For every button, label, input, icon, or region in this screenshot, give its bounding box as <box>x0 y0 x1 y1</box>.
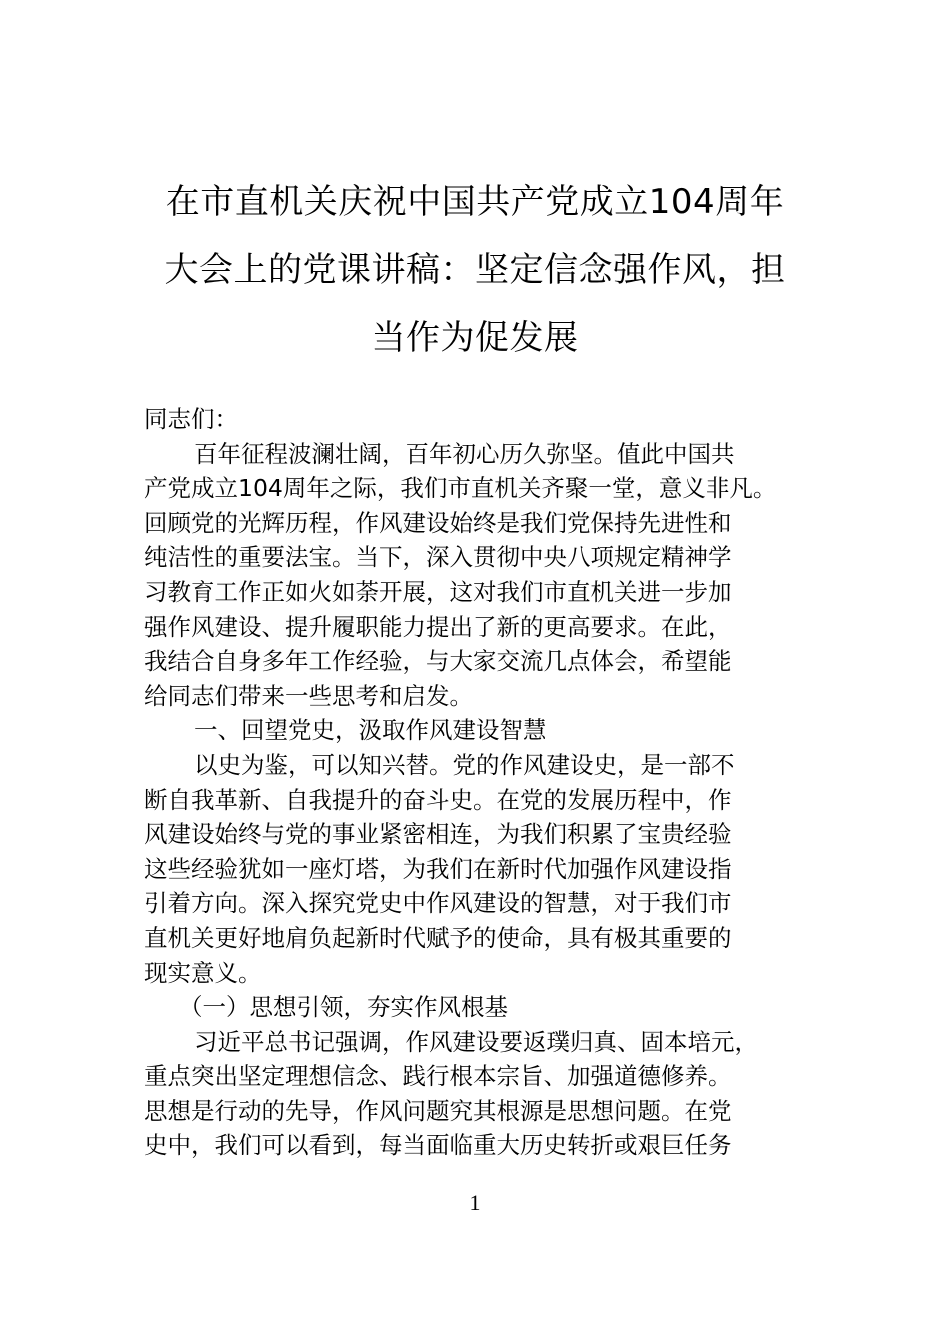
paragraph-line: 纯洁性的重要法宝。当下，深入贯彻中央八项规定精神学 <box>144 543 732 572</box>
paragraph-line: 现实意义。 <box>144 958 262 987</box>
subsection-heading: （一）思想引领，夯实作风根基 <box>179 993 508 1022</box>
paragraph-line: 直机关更好地肩负起新时代赋予的使命，具有极其重要的 <box>144 923 732 952</box>
paragraph-line: 重点突出坚定理想信念、践行根本宗旨、加强道德修养。 <box>144 1062 732 1091</box>
paragraph-line: 以史为鉴，可以知兴替。党的作风建设史，是一部不 <box>194 750 735 779</box>
title-line: 在市直机关庆祝中国共产党成立104周年 <box>165 182 785 222</box>
page-number: 1 <box>469 1190 481 1215</box>
paragraph-line: 产党成立104周年之际，我们市直机关齐聚一堂，意义非凡。 <box>144 474 777 503</box>
paragraph-line: 断自我革新、自我提升的奋斗史。在党的发展历程中，作 <box>144 785 732 814</box>
document-body <box>144 402 824 1163</box>
paragraph-line: 给同志们带来一些思考和启发。 <box>144 681 473 710</box>
title-line: 大会上的党课讲稿：坚定信念强作风，担 <box>164 250 786 290</box>
title-line: 当作为促发展 <box>371 318 579 358</box>
section-heading: 一、回望党史，汲取作风建设智慧 <box>194 716 547 745</box>
paragraph-line: 风建设始终与党的事业紧密相连，为我们积累了宝贵经验 <box>144 820 732 849</box>
document-title <box>120 168 830 372</box>
paragraph-line: 强作风建设、提升履职能力提出了新的更高要求。在此， <box>144 612 732 641</box>
paragraph-line: 思想是行动的先导，作风问题究其根源是思想问题。在党 <box>144 1096 732 1125</box>
paragraph-line: 这些经验犹如一座灯塔，为我们在新时代加强作风建设指 <box>144 854 732 883</box>
paragraph-line: 习教育工作正如火如荼开展，这对我们市直机关进一步加 <box>144 577 732 606</box>
paragraph-line: 我结合自身多年工作经验，与大家交流几点体会，希望能 <box>144 647 732 676</box>
salutation: 同志们： <box>144 405 238 433</box>
paragraph-line: 习近平总书记强调，作风建设要返璞归真、固本培元， <box>194 1027 758 1056</box>
paragraph-line: 回顾党的光辉历程，作风建设始终是我们党保持先进性和 <box>144 508 732 537</box>
paragraph-line: 百年征程波澜壮阔，百年初心历久弥坚。值此中国共 <box>194 439 735 468</box>
paragraph-line: 引着方向。深入探究党史中作风建设的智慧，对于我们市 <box>144 889 732 918</box>
paragraph-line: 史中，我们可以看到，每当面临重大历史转折或艰巨任务 <box>144 1131 732 1160</box>
